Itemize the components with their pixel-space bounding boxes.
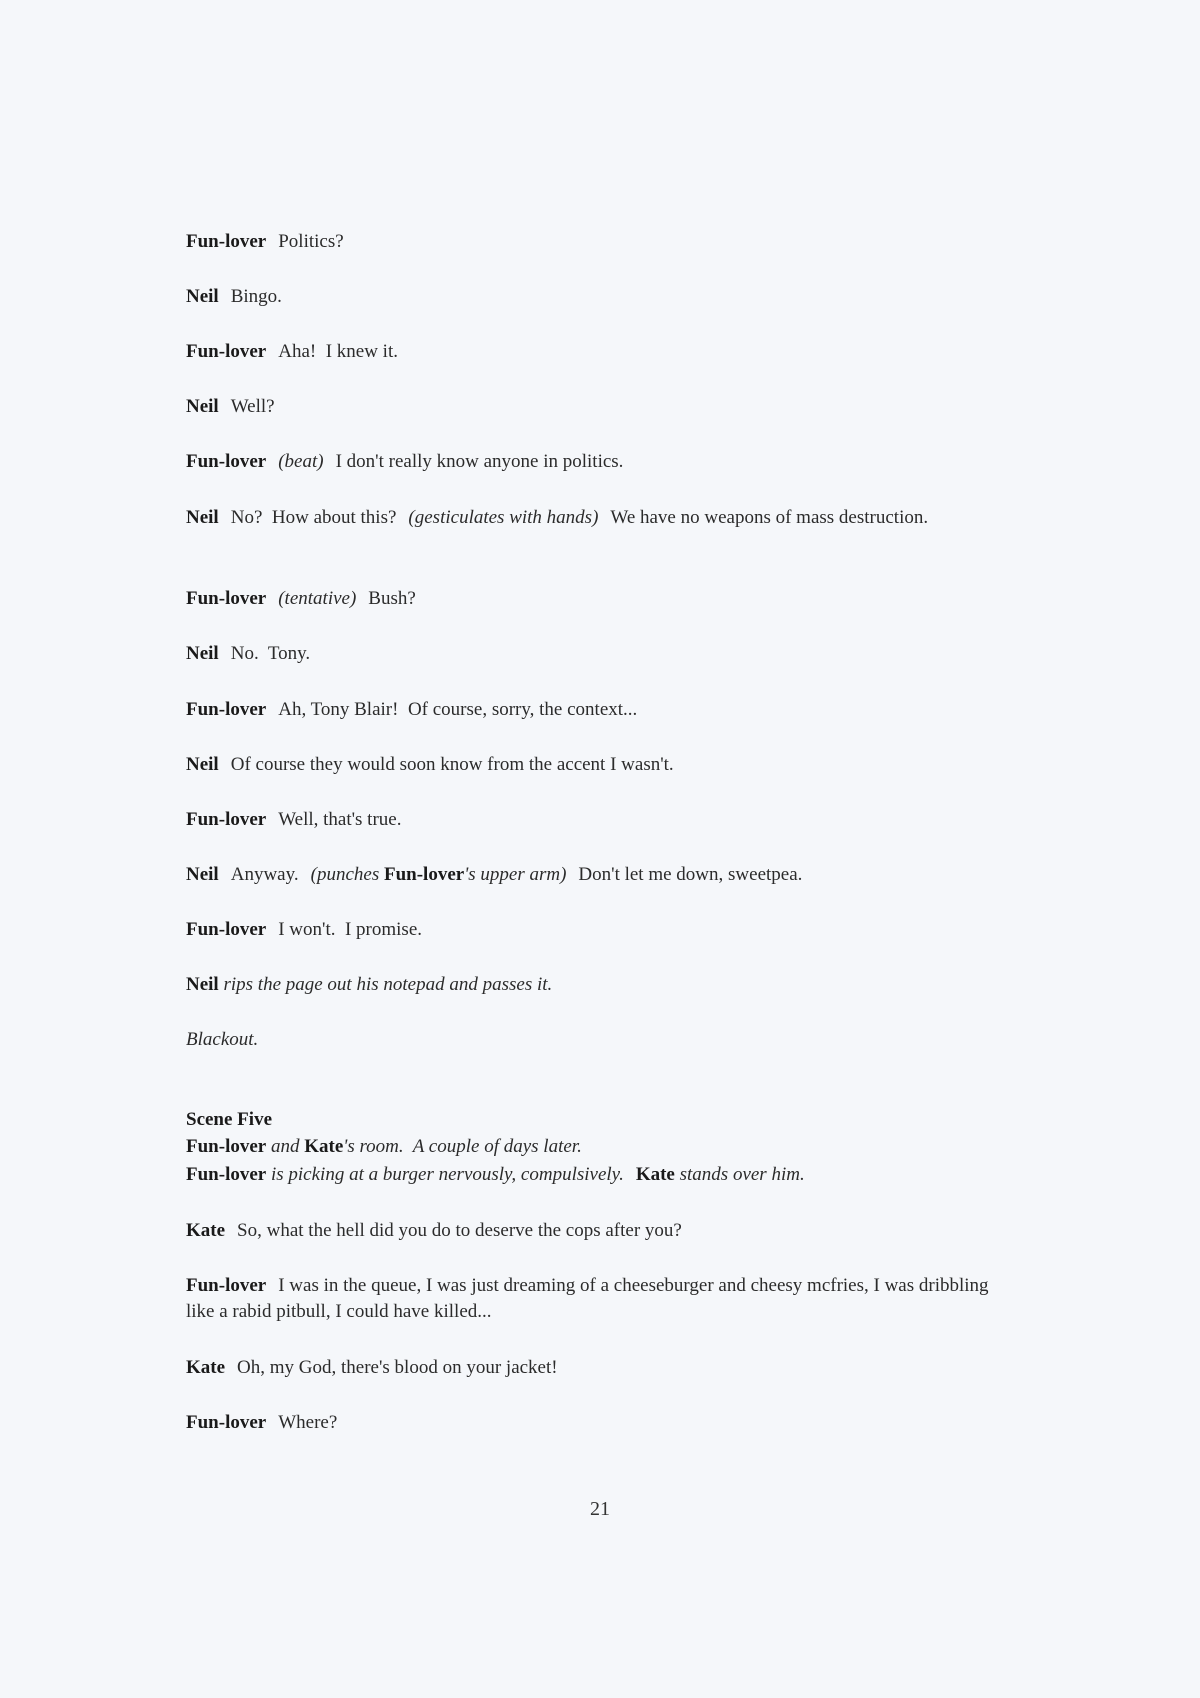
dialogue-text-continued: We have no weapons of mass destruction. bbox=[610, 507, 929, 528]
dialogue-line bbox=[186, 284, 1006, 310]
dialogue-line bbox=[186, 229, 1006, 255]
dialogue-text: Oh, my God, there's blood on your jacket! bbox=[237, 1357, 558, 1378]
dialogue-line bbox=[186, 339, 1006, 365]
setting-text: is picking at a burger nervously, compulsively. bbox=[270, 1164, 624, 1185]
speaker-name: Neil bbox=[186, 286, 219, 307]
scene-setting bbox=[186, 1162, 1006, 1188]
stage-direction-line bbox=[186, 972, 1006, 998]
dialogue-text: I was in the queue, I was just dreaming of a cheeseburger and cheesy mcfries, I was dribbling like a rabid pitbull, I could have killed... bbox=[186, 1275, 989, 1322]
dialogue-text: Well, that's true. bbox=[278, 809, 402, 830]
dialogue-line bbox=[186, 1273, 1006, 1325]
speaker-name: Fun-lover bbox=[186, 588, 267, 609]
dialogue-line bbox=[186, 641, 1006, 667]
dialogue-line bbox=[186, 807, 1006, 833]
speaker-name: Neil bbox=[186, 507, 219, 528]
dialogue-line bbox=[186, 394, 1006, 420]
speaker-name: Fun-lover bbox=[186, 809, 267, 830]
setting-text: stands over him. bbox=[679, 1164, 805, 1185]
speaker-name: Kate bbox=[186, 1220, 226, 1241]
stage-direction: (gesticulates with hands) bbox=[408, 507, 599, 528]
speaker-name: Fun-lover bbox=[186, 451, 267, 472]
character-name: Kate bbox=[304, 1136, 344, 1157]
dialogue-line bbox=[186, 1218, 1006, 1244]
speaker-name: Neil bbox=[186, 864, 219, 885]
dialogue-line bbox=[186, 1355, 1006, 1381]
dialogue-text: Politics? bbox=[278, 231, 344, 252]
dialogue-line bbox=[186, 505, 1006, 531]
speaker-name: Neil bbox=[186, 643, 219, 664]
dialogue-line bbox=[186, 752, 1006, 778]
stage-direction: 's upper arm) bbox=[464, 864, 567, 885]
speaker-name: Kate bbox=[186, 1357, 226, 1378]
dialogue-line bbox=[186, 586, 1006, 612]
speaker-name: Fun-lover bbox=[186, 1275, 267, 1296]
stage-direction: (tentative) bbox=[278, 588, 357, 609]
speaker-name: Fun-lover bbox=[186, 231, 267, 252]
stage-direction: (punches bbox=[310, 864, 380, 885]
dialogue-text: Of course they would soon know from the accent I wasn't. bbox=[230, 754, 674, 775]
dialogue-line bbox=[186, 697, 1006, 723]
scene-heading: Scene Five bbox=[186, 1109, 273, 1130]
scene-setting bbox=[186, 1134, 1006, 1160]
blackout-direction: Blackout. bbox=[186, 1029, 259, 1050]
dialogue-line bbox=[186, 862, 1006, 888]
speaker-name: Fun-lover bbox=[186, 919, 267, 940]
dialogue-text: So, what the hell did you do to deserve the cops after you? bbox=[237, 1220, 682, 1241]
dialogue-text: No. Tony. bbox=[230, 643, 311, 664]
dialogue-text: I don't really know anyone in politics. bbox=[335, 451, 624, 472]
speaker-name: Fun-lover bbox=[186, 1412, 267, 1433]
stage-direction: (beat) bbox=[278, 451, 324, 472]
dialogue-text: I won't. I promise. bbox=[278, 919, 423, 940]
character-name: Kate bbox=[635, 1164, 675, 1185]
dialogue-text: Ah, Tony Blair! Of course, sorry, the context... bbox=[278, 699, 638, 720]
dialogue-text: Bush? bbox=[368, 588, 416, 609]
dialogue-line bbox=[186, 449, 1006, 475]
setting-text: 's room. A couple of days later. bbox=[343, 1136, 582, 1157]
speaker-name: Fun-lover bbox=[186, 341, 267, 362]
dialogue-text: No? How about this? bbox=[230, 507, 397, 528]
speaker-name: Neil bbox=[186, 974, 219, 995]
speaker-name: Neil bbox=[186, 396, 219, 417]
dialogue-text: Well? bbox=[230, 396, 275, 417]
dialogue-text: Aha! I knew it. bbox=[278, 341, 398, 362]
dialogue-line bbox=[186, 917, 1006, 943]
direction-character-name: Fun-lover bbox=[383, 864, 465, 885]
dialogue-text: Bingo. bbox=[230, 286, 282, 307]
speaker-name: Fun-lover bbox=[186, 699, 267, 720]
dialogue-text: Where? bbox=[278, 1412, 338, 1433]
setting-text: and bbox=[270, 1136, 300, 1157]
character-name: Fun-lover bbox=[186, 1136, 267, 1157]
character-name: Fun-lover bbox=[186, 1164, 267, 1185]
speaker-name: Neil bbox=[186, 754, 219, 775]
dialogue-text-continued: Don't let me down, sweetpea. bbox=[578, 864, 803, 885]
dialogue-text: Anyway. bbox=[230, 864, 299, 885]
stage-direction: rips the page out his notepad and passes it. bbox=[223, 974, 553, 995]
dialogue-line bbox=[186, 1410, 1006, 1436]
page-number: 21 bbox=[590, 1498, 610, 1520]
